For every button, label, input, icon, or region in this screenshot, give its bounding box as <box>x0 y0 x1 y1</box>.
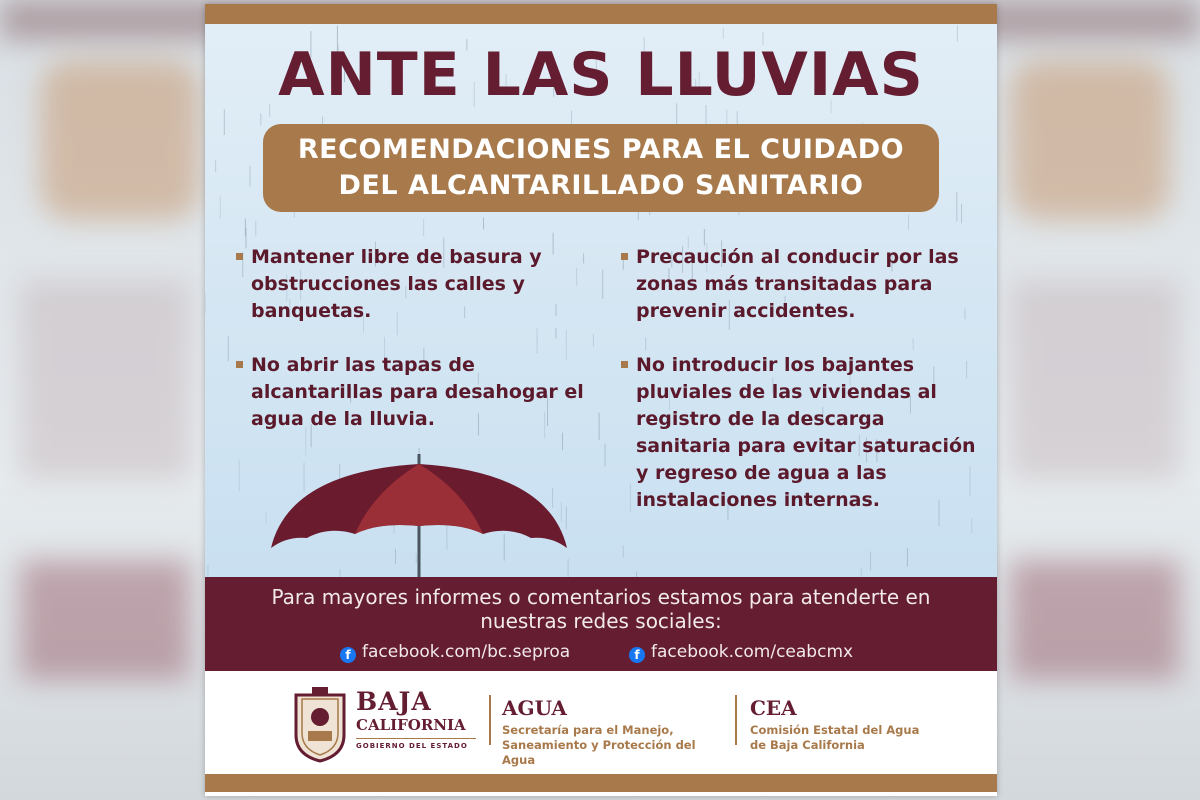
bullet-icon <box>621 361 628 368</box>
baja-california-logo: BAJA <box>356 687 432 716</box>
social-link-text: facebook.com/ceabcmx <box>651 642 854 662</box>
recommendation-item <box>636 352 976 514</box>
info-text: Para mayores informes o comentarios estamos para atenderte en nuestras redes sociales: <box>271 585 931 633</box>
social-link-text: facebook.com/bc.seproa <box>362 642 571 662</box>
recommendation-item <box>251 352 591 433</box>
bullet-icon <box>621 253 628 260</box>
facebook-icon: f <box>340 647 356 663</box>
recommendation-text: No introducir los bajantes pluviales de las viviendas al registro de la descarga sanitaria para evitar saturación y regreso de agua a las instalaciones internas. <box>636 354 976 511</box>
facebook-icon: f <box>629 647 645 663</box>
backdrop-shape <box>1010 280 1180 480</box>
umbrella-icon <box>269 452 569 577</box>
backdrop-shape <box>20 560 190 680</box>
divider <box>735 695 737 745</box>
bottom-band <box>205 774 997 792</box>
social-link[interactable] <box>629 642 853 663</box>
footer-logos <box>205 671 997 774</box>
poster-title: ANTE LAS LLUVIAS <box>278 40 924 110</box>
poster <box>205 4 997 796</box>
recommendation-item <box>251 244 571 325</box>
state-crest-icon <box>292 685 348 763</box>
gobierno-label: GOBIERNO DEL ESTADO <box>356 742 468 750</box>
backdrop-shape <box>40 60 200 220</box>
backdrop-shape <box>1010 560 1180 680</box>
recommendation-text: Precaución al conducir por las zonas más transitadas para prevenir accidentes. <box>636 246 959 322</box>
top-band <box>205 4 997 24</box>
divider <box>489 695 491 745</box>
cea-logo: CEA <box>750 696 797 720</box>
subtitle-line: RECOMENDACIONES PARA EL CUIDADO <box>297 134 905 165</box>
info-panel <box>205 577 997 671</box>
cea-description: Comisión Estatal del Agua de Baja California <box>750 723 920 752</box>
recommendation-text: Mantener libre de basura y obstrucciones las calles y banquetas. <box>251 246 542 322</box>
bullet-icon <box>236 253 243 260</box>
subtitle-box <box>263 124 939 212</box>
backdrop-shape <box>1010 60 1170 220</box>
backdrop-shape <box>20 280 190 480</box>
recommendation-text: No abrir las tapas de alcantarillas para desahogar el agua de la lluvia. <box>251 354 584 430</box>
divider <box>356 738 476 739</box>
subtitle-line: DEL ALCANTARILLADO SANITARIO <box>338 170 864 201</box>
recommendation-item <box>636 244 966 325</box>
agua-description: Secretaría para el Manejo, Saneamiento y Protección del Agua <box>502 723 696 767</box>
agua-logo: AGUA <box>502 696 567 720</box>
baja-california-logo-line2: CALIFORNIA <box>356 716 466 734</box>
bullet-icon <box>236 361 243 368</box>
social-link[interactable] <box>340 642 570 663</box>
